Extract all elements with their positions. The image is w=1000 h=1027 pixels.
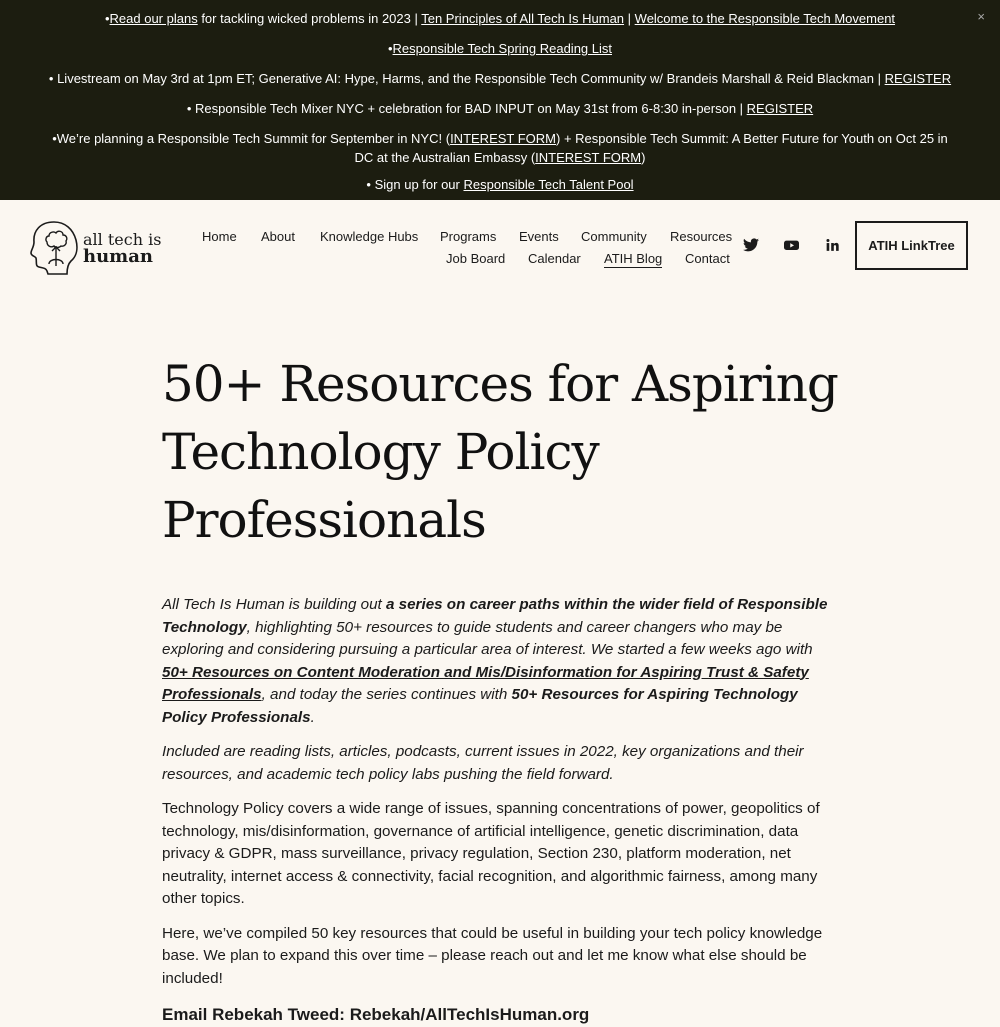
tech-policy-paragraph: Technology Policy covers a wide range of issues, spanning concentrations of power, geopolitics of technology, mis/disinformation, governance of artificial intelligence, genetic discrimination, data privacy & GDPR, mass surveillance, privacy regulation, Section 230, platform moderation, net neutrality, internet access & connectivity, facial recognition, and algorithmic fairness, among many other topics. [162,800,820,907]
nav-community[interactable]: Community [581,229,647,244]
nav-programs[interactable]: Programs [440,229,497,244]
nav-knowledge-hubs[interactable]: Knowledge Hubs [320,229,419,244]
summit-interest-form-link[interactable]: INTEREST FORM [450,131,556,146]
site-header [0,200,1000,295]
head-outline-icon [30,220,80,276]
intro-paragraph: All Tech Is Human is building out a series on career paths within the wider field of Responsible Technology, highlighting 50+ resources to guide students and career changers who may be exploring and considering pursuing a particular area of interest. We started a few weeks ago with 50+ Resources on Content Moderation and Mis/Disinformation for Aspiring Trust & Safety Professionals, and today the series continues with 50+ Resources for Aspiring Technology Policy Professionals. [162,596,828,726]
compiled-paragraph: Here, we’ve compiled 50 key resources that could be useful in building your tech policy knowledge base. We plan to expand this over time – please reach out and let me know what else should be included! [162,924,823,987]
logo-text-top: all tech is [83,230,162,249]
logo-text-bottom: human [83,246,153,267]
mixer-register-link[interactable]: REGISTER [746,101,814,116]
article [162,350,842,1027]
talent-pool-link[interactable]: Responsible Tech Talent Pool [463,177,634,192]
nav-job-board[interactable]: Job Board [446,251,506,266]
close-icon[interactable]: × [977,9,985,24]
nav-events[interactable]: Events [519,229,559,244]
announcement-line-summit: •We’re planning a Responsible Tech Summit for September in NYC! (INTEREST FORM) + Responsible Tech Summit: A Better Future for Youth on Oct 25 in DC at the Australian Embassy (INTEREST FORM) [52,131,948,165]
youtube-icon[interactable] [784,238,799,256]
site-logo[interactable] [30,220,160,276]
email-contact: Email Rebekah Tweed: Rebekah/AllTechIsHuman.org [162,1005,590,1024]
page-title: 50+ Resources for Aspiring Technology Policy Professionals [162,355,838,549]
nav-atih-blog[interactable]: ATIH Blog [604,251,663,266]
announcement-line-talent-pool: • Sign up for our Responsible Tech Talent Pool [366,177,634,192]
ten-principles-link[interactable]: Ten Principles of All Tech Is Human [421,11,625,26]
trust-safety-resources-link[interactable]: 50+ Resources on Content Moderation and Mis/Disinformation for Aspiring Trust & Safety Professionals [162,663,809,703]
reading-list-link[interactable]: Responsible Tech Spring Reading List [392,41,612,56]
nav-home[interactable]: Home [202,229,237,244]
announcement-line-mixer: • Responsible Tech Mixer NYC + celebration for BAD INPUT on May 31st from 6-8:30 in-person | REGISTER [186,101,814,116]
announcement-line-plans: •Read our plans for tackling wicked problems in 2023 | Ten Principles of All Tech Is Human | Welcome to the Responsible Tech Movement [104,11,896,26]
twitter-icon[interactable] [743,238,759,256]
announcement-line-reading-list: •Responsible Tech Spring Reading List [387,41,612,56]
nav-contact[interactable]: Contact [685,251,730,266]
announcement-line-livestream: • Livestream on May 3rd at 1pm ET; Generative AI: Hype, Harms, and the Responsible Tech Community w/ Brandeis Marshall & Reid Blackman | REGISTER [48,71,952,86]
livestream-register-link[interactable]: REGISTER [884,71,952,86]
linkedin-icon[interactable] [826,238,839,256]
announcement-bar [0,0,1000,200]
youth-summit-interest-form-link[interactable]: INTEREST FORM [535,150,642,165]
atih-linktree-button[interactable]: ATIH LinkTree [855,221,968,270]
nav-resources[interactable]: Resources [670,229,733,244]
read-our-plans-link[interactable]: Read our plans [109,11,198,26]
welcome-link[interactable]: Welcome to the Responsible Tech Movement [634,11,896,26]
nav-calendar[interactable]: Calendar [528,251,581,266]
nav-about[interactable]: About [261,229,295,244]
article-body [162,594,842,1027]
included-paragraph: Included are reading lists, articles, podcasts, current issues in 2022, key organizations and their resources, and academic tech policy labs pushing the field forward. [162,743,804,783]
